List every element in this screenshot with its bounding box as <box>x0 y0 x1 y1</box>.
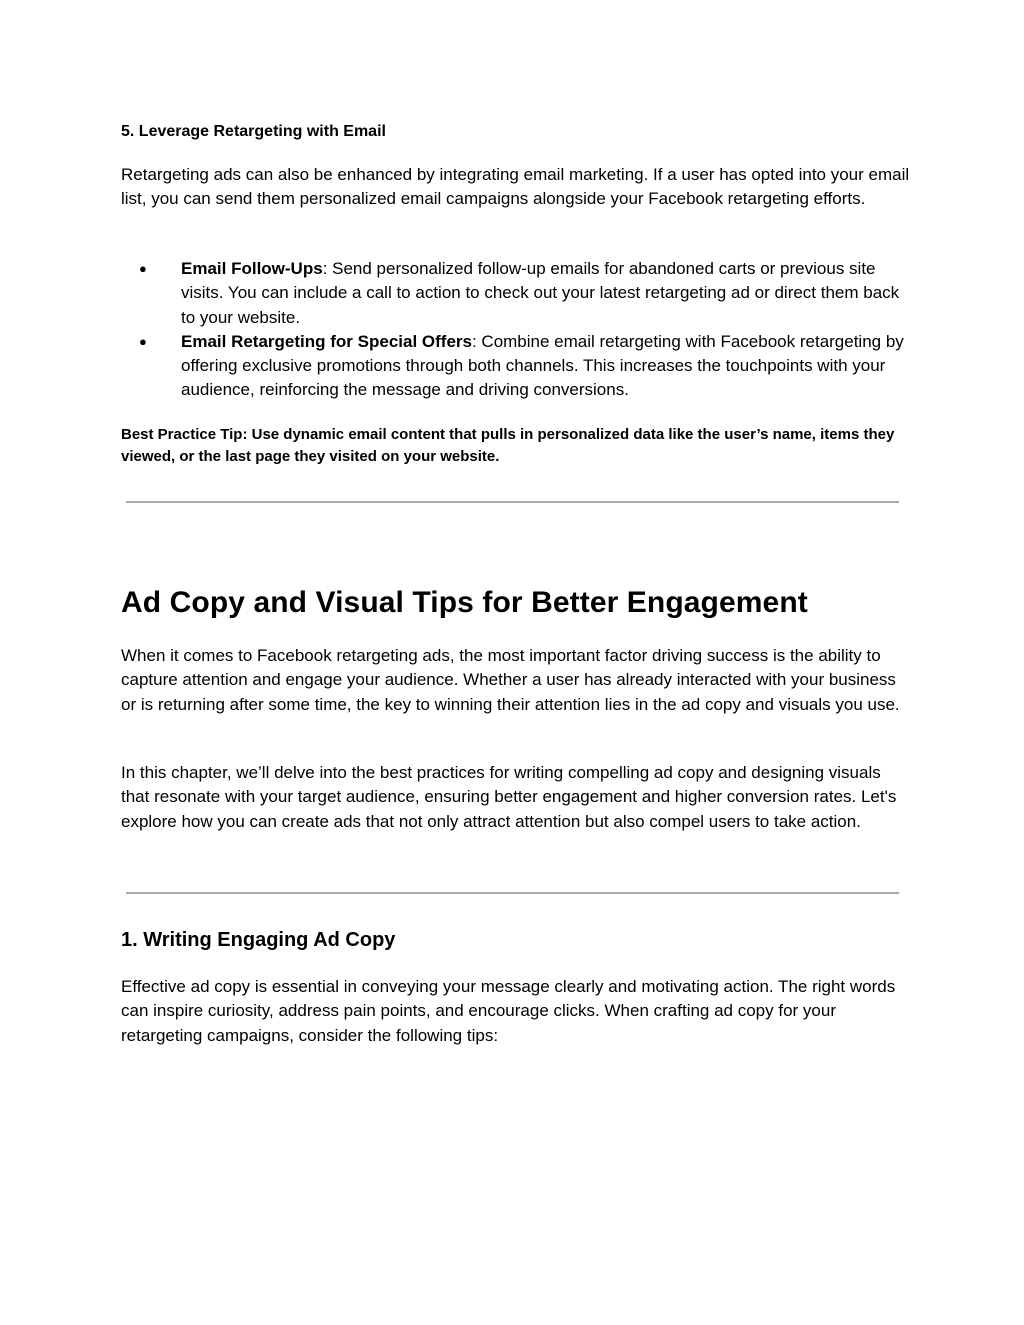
horizontal-divider <box>126 501 899 503</box>
section-heading-writing-ad-copy: 1. Writing Engaging Ad Copy <box>121 929 396 951</box>
bullet-icon: ● <box>139 261 147 276</box>
list-item <box>121 330 911 403</box>
horizontal-divider <box>126 892 899 894</box>
section-intro-paragraph: Effective ad copy is essential in conveying your message clearly and motivating action. The right words can inspire curiosity, address pain points, and encourage clicks. When crafting ad copy for your retargeting campaigns, consider the following tips: <box>121 977 896 1045</box>
section-intro-paragraph: Retargeting ads can also be enhanced by integrating email marketing. If a user has opted into your email list, you can send them personalized email campaigns alongside your Facebook retargeting efforts. <box>121 165 910 209</box>
chapter-paragraph-2: In this chapter, we’ll delve into the best practices for writing compelling ad copy and designing visuals that resonate with your target audience, ensuring better engagement and higher conversion rates. Let's explore how you can create ads that not only attract attention but also compel users to take action. <box>121 763 897 831</box>
list-item <box>121 257 911 330</box>
list-item-text: : Send personalized follow-up emails for abandoned carts or previous site visits. You can include a call to action to check out your latest retargeting ad or direct them back to your website. <box>181 259 900 327</box>
bullet-list <box>121 257 911 403</box>
list-item-title: Email Follow-Ups <box>181 259 323 278</box>
list-item-title: Email Retargeting for Special Offers <box>181 331 472 351</box>
bullet-icon: ● <box>139 333 147 349</box>
chapter-title: Ad Copy and Visual Tips for Better Engagement <box>121 586 808 619</box>
best-practice-tip: Best Practice Tip: Use dynamic email content that pulls in personalized data like the user’s name, items they viewed, or the last page they visited on your website. <box>121 426 895 465</box>
chapter-paragraph-1: When it comes to Facebook retargeting ads, the most important factor driving success is the ability to capture attention and engage your audience. Whether a user has already interacted with your business or is returning after some time, the key to winning their attention lies in the ad copy and visuals you use. <box>121 646 900 714</box>
section-heading-leverage-retargeting: 5. Leverage Retargeting with Email <box>121 123 386 140</box>
list-item-text: : Combine email retargeting with Facebook retargeting by offering exclusive promotions through both channels. This increases the touchpoints with your audience, reinforcing the message and driving conversions. <box>181 331 904 400</box>
